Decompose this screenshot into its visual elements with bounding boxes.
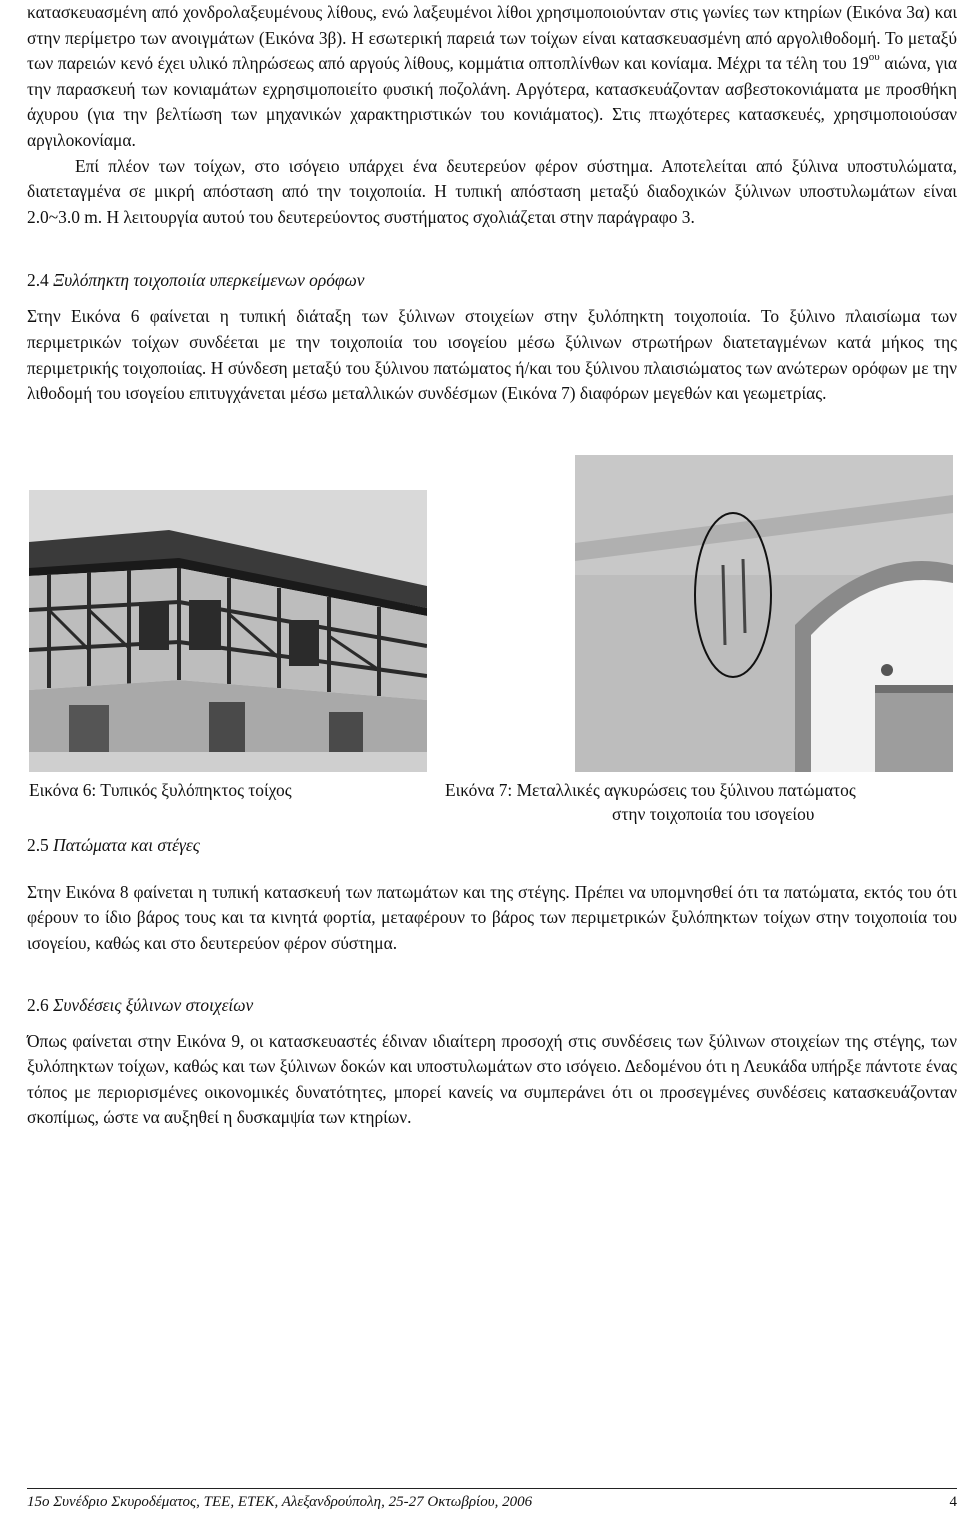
figure-7-caption-line-1: Εικόνα 7: Μεταλλικές αγκυρώσεις του ξύλινου πατώματος bbox=[445, 779, 856, 800]
figure-7-caption-line-2: στην τοιχοποιία του ισογείου bbox=[612, 803, 815, 824]
section-2-6-body: Όπως φαίνεται στην Εικόνα 9, οι κατασκευαστές έδιναν ιδιαίτερη προσοχή στις συνδέσεις των ξύλινων στοιχείων της στέγης, των ξυλόπηκτων τοίχων, καθώς και των ξύλινων δοκών και υποστυλωμάτων στο ισόγειο. Δεδομένου ότι η Λευκάδα υπήρξε πάντοτε ένας τόπος με περιορισμένες οικονομικές δυνατότητες, μπορεί κανείς να συμπεράνει ότι οι προσεγμένες συνδέσεις κατασκευάζονταν σκοπίμως, ώστε να αυξηθεί η δυσκαμψία των κτηρίων. bbox=[27, 1030, 957, 1128]
section-heading-2-5 bbox=[27, 833, 957, 858]
footer-page-number: 4 bbox=[949, 1494, 957, 1510]
intro-text-a: κατασκευασμένη από χονδρολαξευμένους λίθους, ενώ λαξευμένοι λίθοι χρησιμοποιούνταν στις γωνίες των κτηρίων (Εικόνα 3α) και στην περίμετρο των ανοιγμάτων (Εικόνα 3β). Η εσωτερική παρειά των τοίχων είναι κατασκευασμένη από αργολιθοδομή. Το μεταξύ των παρειών κενό έχει υλικό πληρώσεως από αργούς λίθους, κομμάτια οπτοπλίνθων και κονίαμα. Μέχρι τα τέλη του 19 bbox=[27, 2, 957, 74]
section-title: Πατώματα και στέγες bbox=[53, 834, 200, 855]
ordinal-superscript: ου bbox=[868, 51, 880, 64]
footer-conference: 15ο Συνέδριο Σκυροδέματος, ΤΕΕ, ΕΤΕΚ, Αλεξανδρούπολη, 25-27 Οκτωβρίου, 2006 bbox=[27, 1494, 533, 1510]
figure-6-caption: Εικόνα 6: Τυπικός ξυλόπηκτος τοίχος bbox=[29, 779, 292, 800]
section-heading-2-6 bbox=[27, 993, 957, 1018]
figure-6-photo bbox=[29, 490, 427, 772]
section-title: Συνδέσεις ξύλινων στοιχείων bbox=[53, 994, 254, 1015]
section-2-4-body: Στην Εικόνα 6 φαίνεται η τυπική διάταξη των ξύλινων στοιχείων στην ξυλόπηκτη τοιχοποιία. Το ξύλινο πλαισίωμα των περιμετρικών τοίχων συνδέεται με την τοιχοποιία του ισογείου μέσω ξύλινων στρωτήρων διατεταγμένων κατά μήκος της περιμετρικής τοιχοποιίας. Η σύνδεση μεταξύ του ξύλινου πατώματος ή/και του ξύλινου πλαισιώματος των ανώτερων ορόφων με την λιθοδομή του ισογείου επιτυγχάνεται μέσω μεταλλικών συνδέσμων (Εικόνα 7) διαφόρων μεγεθών και γεωμετρίας. bbox=[27, 306, 957, 404]
page-footer bbox=[27, 1488, 957, 1511]
intro-paragraph-2: Επί πλέον των τοίχων, στο ισόγειο υπάρχει ένα δευτερεύον φέρον σύστημα. Αποτελείται από ξύλινα υποστυλώματα, διατεταγμένα σε μικρή απόσταση από την τοιχοποιία. Η τυπική απόσταση μεταξύ διαδοχικών ξύλινων υποστυλωμάτων είναι 2.0~3.0 m. Η λειτουργία αυτού του δευτερεύοντος συστήματος σχολιάζεται στην παράγραφο 3. bbox=[27, 155, 957, 227]
section-2-5-body: Στην Εικόνα 8 φαίνεται η τυπική κατασκευή των πατωμάτων και της στέγης. Πρέπει να υπομνησθεί ότι τα πατώματα, εκτός του ότι φέρουν το ίδιο βάρος τους και τα κινητά φορτία, μεταφέρουν το βάρος των περιμετρικών ξυλόπηκτων τοίχων στην τοιχοποιία του ισογείου, καθώς και στο δευτερεύον φέρον σύστημα. bbox=[27, 881, 957, 953]
page-body bbox=[27, 0, 957, 1131]
section-title: Ξυλόπηκτη τοιχοποιία υπερκείμενων ορόφων bbox=[53, 270, 365, 291]
intro-text-b: αιώνα, για την παρασκευή των κονιαμάτων εχρησιμοποιείτο φυσική ποζολάνη. Αργότερα, κατασκευάζονταν ασβεστοκονιάματα με προσθήκη άχυρου (για την βελτίωση των μηχανικών χαρακτηριστικών του κονιάματος). Στις πτωχότερες κατασκευές, χρησιμοποιούσαν αργιλοκονίαμα. bbox=[27, 53, 957, 150]
figure-7-photo bbox=[575, 455, 953, 772]
section-heading-2-4 bbox=[27, 268, 957, 293]
section-number: 2.6 bbox=[27, 994, 49, 1015]
intro-paragraph-1 bbox=[27, 0, 957, 154]
section-number: 2.4 bbox=[27, 270, 49, 291]
section-number: 2.5 bbox=[27, 834, 49, 855]
figures-row bbox=[27, 455, 957, 824]
